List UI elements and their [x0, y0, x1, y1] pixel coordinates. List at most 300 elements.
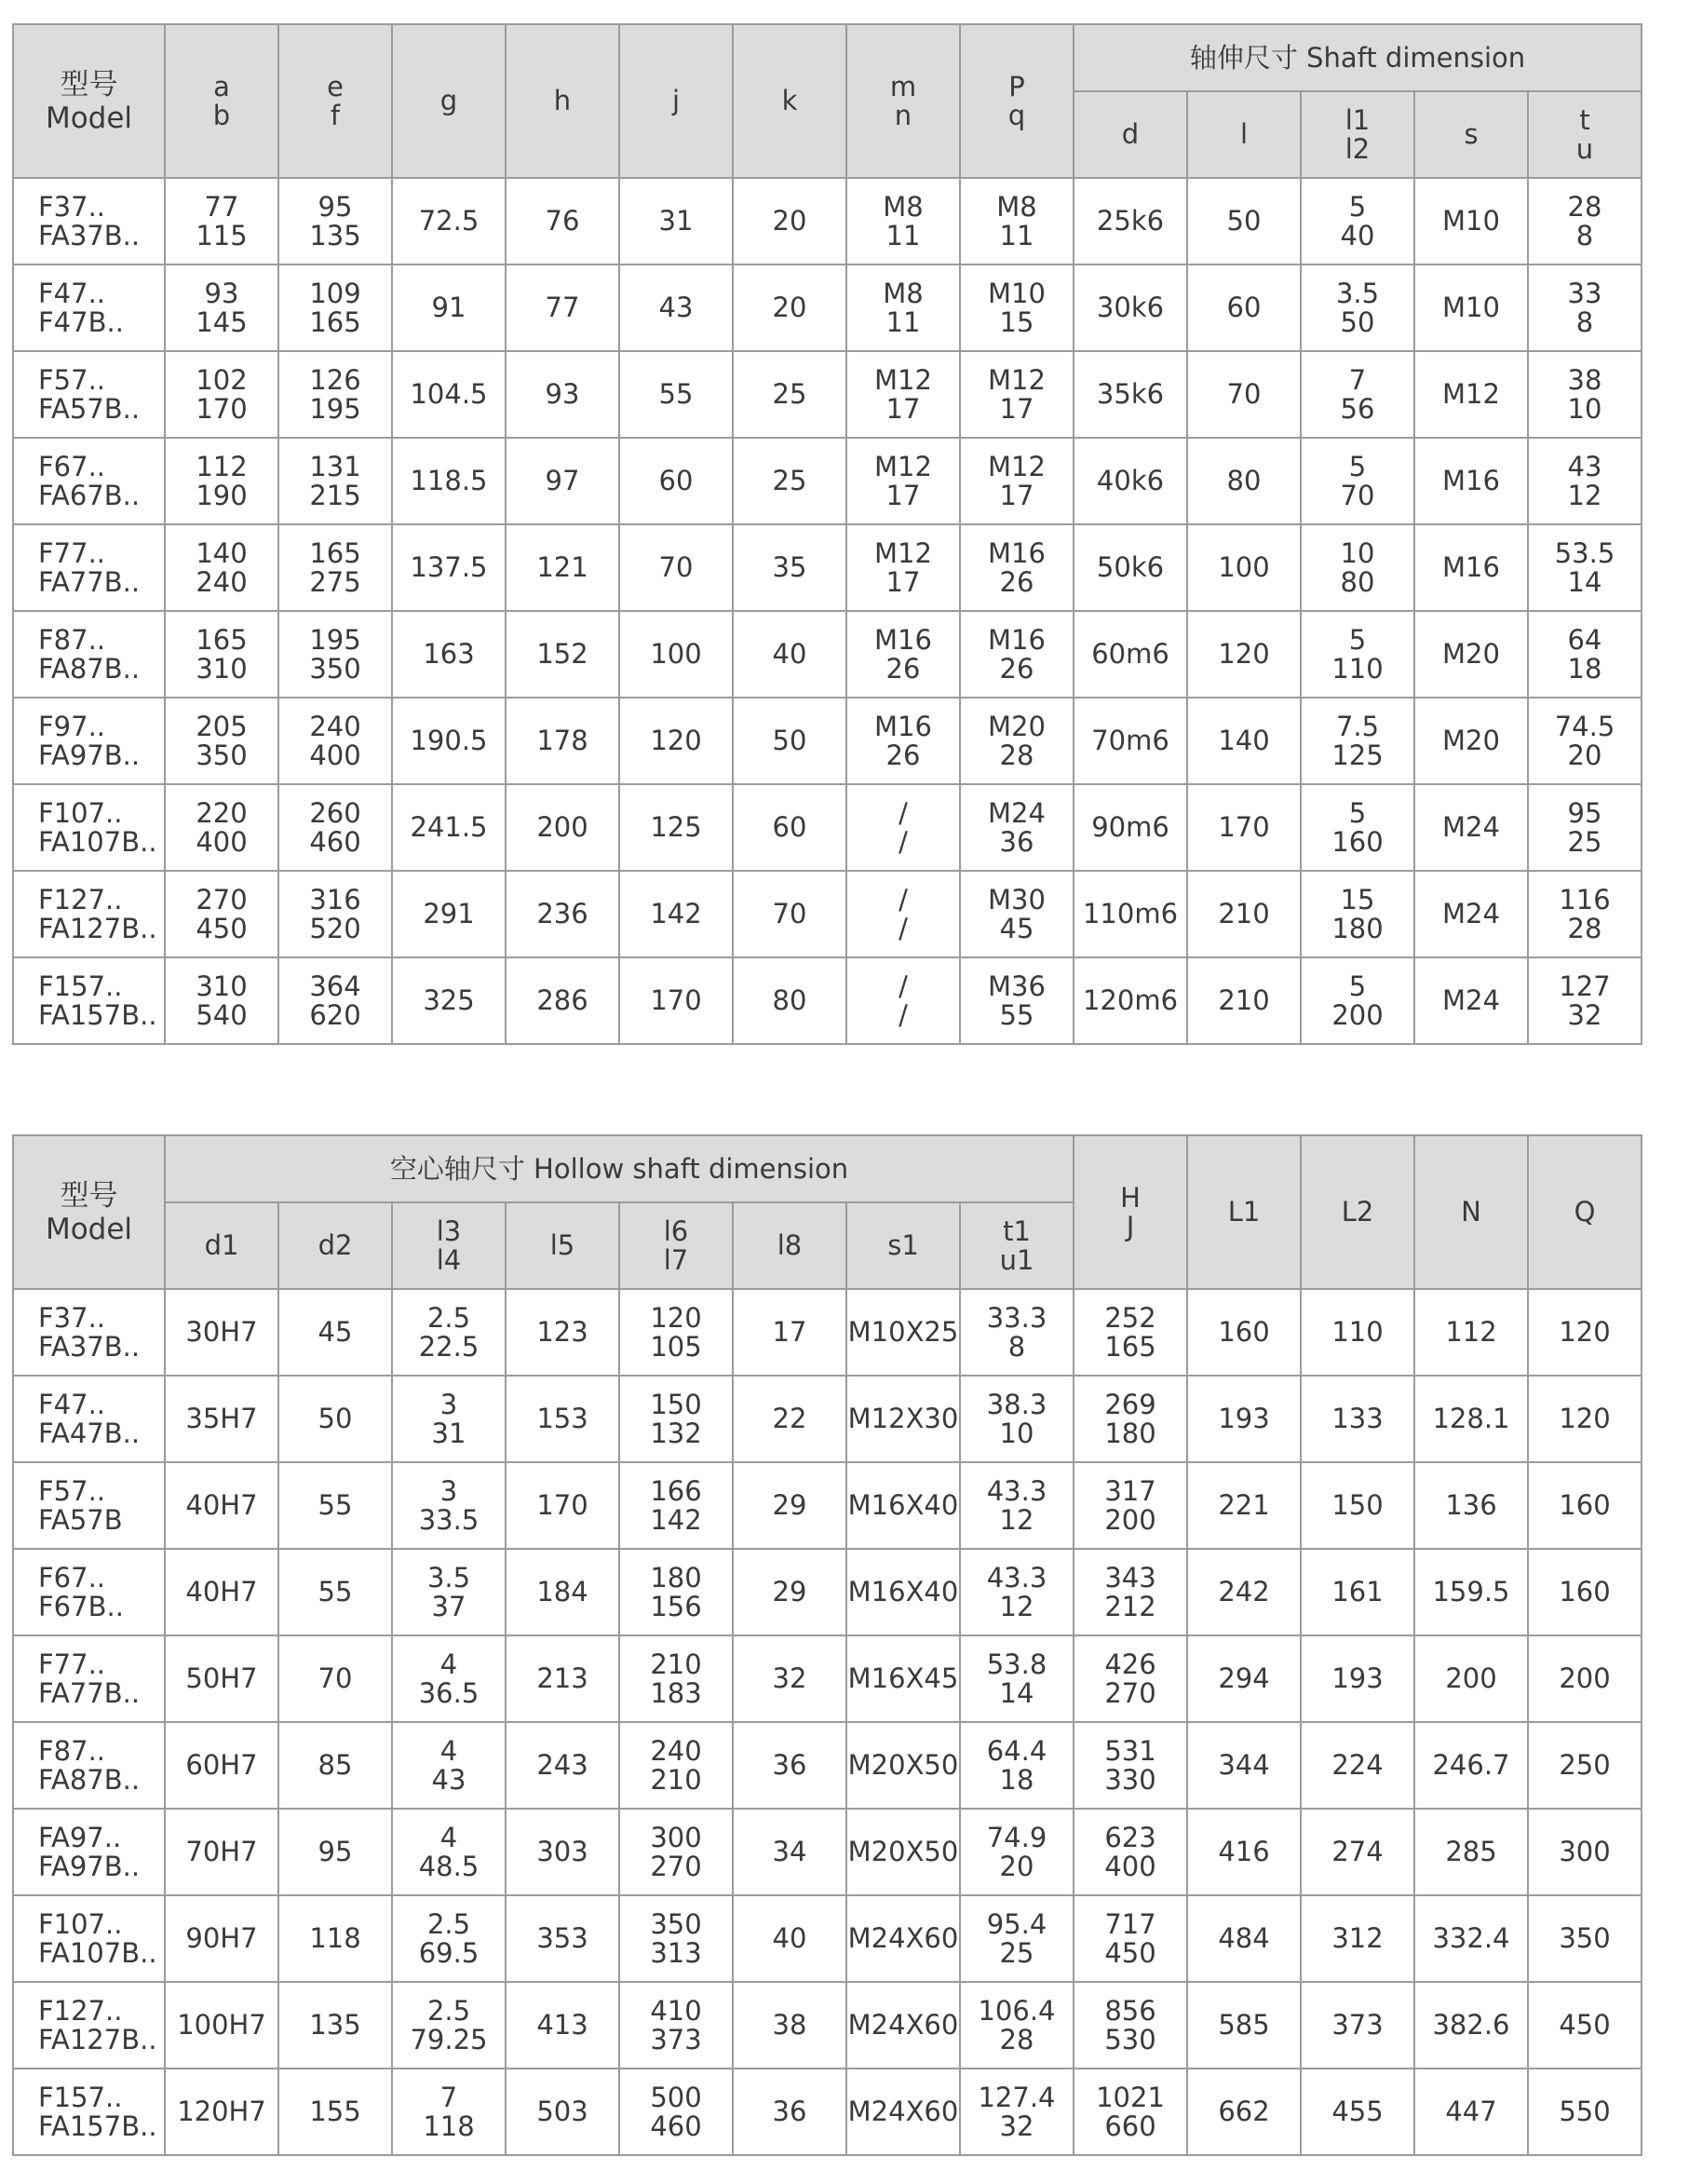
value-cell: 350 313 — [619, 1895, 733, 1982]
value-cell: 240 400 — [278, 698, 392, 784]
col-header-q: Q — [1528, 1135, 1642, 1289]
value-cell: 195 350 — [278, 611, 392, 698]
value-cell: 120 105 — [619, 1289, 733, 1376]
value-cell: 426 270 — [1074, 1635, 1187, 1722]
value-cell: 193 — [1301, 1635, 1414, 1722]
value-cell: 77 — [506, 265, 619, 351]
value-cell: 60 — [733, 784, 846, 871]
value-cell: 43.3 12 — [960, 1462, 1074, 1549]
table-row — [13, 1982, 1642, 2069]
value-cell: 50H7 — [165, 1635, 278, 1722]
value-cell: 170 — [506, 1462, 619, 1549]
value-cell: 85 — [278, 1722, 392, 1809]
value-cell: 155 — [278, 2069, 392, 2155]
table-row — [13, 265, 1642, 351]
value-cell: M24X60 — [846, 2069, 960, 2155]
value-cell: 178 — [506, 698, 619, 784]
value-cell: 291 — [392, 871, 506, 957]
model-cell: F157.. FA157B.. — [13, 2069, 165, 2155]
value-cell: M16X40 — [846, 1462, 960, 1549]
value-cell: 125 — [619, 784, 733, 871]
value-cell: 77 115 — [165, 178, 278, 265]
value-cell: M8 11 — [846, 178, 960, 265]
value-cell: 90m6 — [1074, 784, 1187, 871]
table-row — [13, 1462, 1642, 1549]
value-cell: 5 40 — [1301, 178, 1414, 265]
value-cell: 64.4 18 — [960, 1722, 1074, 1809]
value-cell: 17 — [733, 1289, 846, 1376]
value-cell: 7 56 — [1301, 351, 1414, 438]
value-cell: 2.5 22.5 — [392, 1289, 506, 1376]
value-cell: 170 — [1187, 784, 1301, 871]
model-cell: F87.. FA87B.. — [13, 1722, 165, 1809]
value-cell: 210 — [1187, 957, 1301, 1044]
value-cell: M12 17 — [960, 351, 1074, 438]
hollow-table-body — [13, 1289, 1642, 2155]
value-cell: 45 — [278, 1289, 392, 1376]
value-cell: 382.6 — [1414, 1982, 1528, 2069]
value-cell: 294 — [1187, 1635, 1301, 1722]
value-cell: 243 — [506, 1722, 619, 1809]
col-header-n: N — [1414, 1135, 1528, 1289]
value-cell: 25 — [733, 351, 846, 438]
value-cell: 20 — [733, 178, 846, 265]
value-cell: 35k6 — [1074, 351, 1187, 438]
value-cell: 500 460 — [619, 2069, 733, 2155]
value-cell: 109 165 — [278, 265, 392, 351]
value-cell: M16 26 — [960, 611, 1074, 698]
col-header-l: l — [1187, 91, 1301, 178]
model-cell: F157.. FA157B.. — [13, 957, 165, 1044]
table-row — [13, 698, 1642, 784]
model-cell: F37.. FA37B.. — [13, 1289, 165, 1376]
value-cell: 200 — [1414, 1635, 1528, 1722]
value-cell: 285 — [1414, 1809, 1528, 1895]
value-cell: 40 — [733, 611, 846, 698]
value-cell: 140 — [1187, 698, 1301, 784]
value-cell: 241.5 — [392, 784, 506, 871]
value-cell: 180 156 — [619, 1549, 733, 1635]
value-cell: 97 — [506, 438, 619, 524]
value-cell: 90H7 — [165, 1895, 278, 1982]
value-cell: 717 450 — [1074, 1895, 1187, 1982]
value-cell: 1021 660 — [1074, 2069, 1187, 2155]
value-cell: 43.3 12 — [960, 1549, 1074, 1635]
col-header-d2: d2 — [278, 1202, 392, 1289]
value-cell: 7.5 125 — [1301, 698, 1414, 784]
value-cell: 252 165 — [1074, 1289, 1187, 1376]
value-cell: M20 — [1414, 698, 1528, 784]
value-cell: M16 26 — [846, 698, 960, 784]
value-cell: M16 — [1414, 524, 1528, 611]
value-cell: 450 — [1528, 1982, 1642, 2069]
value-cell: 135 — [278, 1982, 392, 2069]
value-cell: 5 70 — [1301, 438, 1414, 524]
value-cell: 413 — [506, 1982, 619, 2069]
value-cell: 160 — [1528, 1549, 1642, 1635]
value-cell: 112 190 — [165, 438, 278, 524]
value-cell: 325 — [392, 957, 506, 1044]
value-cell: 300 — [1528, 1809, 1642, 1895]
value-cell: 170 — [619, 957, 733, 1044]
value-cell: 260 460 — [278, 784, 392, 871]
table-row — [13, 1549, 1642, 1635]
value-cell: 5 160 — [1301, 784, 1414, 871]
value-cell: M12X30 — [846, 1376, 960, 1462]
value-cell: 60 — [619, 438, 733, 524]
value-cell: 224 — [1301, 1722, 1414, 1809]
value-cell: 50 — [1187, 178, 1301, 265]
model-cell: F107.. FA107B.. — [13, 1895, 165, 1982]
table-row — [13, 438, 1642, 524]
col-header-d1: d1 — [165, 1202, 278, 1289]
shaft-table-body — [13, 178, 1642, 1044]
value-cell: M16 26 — [960, 524, 1074, 611]
value-cell: 33.3 8 — [960, 1289, 1074, 1376]
value-cell: 70 — [278, 1635, 392, 1722]
model-cell: F37.. FA37B.. — [13, 178, 165, 265]
table-row — [13, 178, 1642, 265]
value-cell: 2.5 79.25 — [392, 1982, 506, 2069]
value-cell: 2.5 69.5 — [392, 1895, 506, 1982]
hollow-shaft-group-header: 空心轴尺寸 Hollow shaft dimension — [165, 1135, 1074, 1202]
value-cell: 70 — [1187, 351, 1301, 438]
value-cell: 43 12 — [1528, 438, 1642, 524]
shaft-dimension-table — [12, 23, 1642, 1045]
col-header-m-n: m n — [846, 24, 960, 178]
value-cell: 32 — [733, 1635, 846, 1722]
value-cell: 585 — [1187, 1982, 1301, 2069]
value-cell: 4 36.5 — [392, 1635, 506, 1722]
value-cell: 95 — [278, 1809, 392, 1895]
value-cell: 221 — [1187, 1462, 1301, 1549]
col-header-l1-l2: l1 l2 — [1301, 91, 1414, 178]
value-cell: 74.5 20 — [1528, 698, 1642, 784]
value-cell: M20 28 — [960, 698, 1074, 784]
col-header-t-u: t u — [1528, 91, 1642, 178]
value-cell: 137.5 — [392, 524, 506, 611]
value-cell: 350 — [1528, 1895, 1642, 1982]
value-cell: 140 240 — [165, 524, 278, 611]
value-cell: 447 — [1414, 2069, 1528, 2155]
value-cell: M12 17 — [960, 438, 1074, 524]
value-cell: M16 26 — [846, 611, 960, 698]
value-cell: 80 — [733, 957, 846, 1044]
value-cell: 120 — [1528, 1376, 1642, 1462]
value-cell: 95 25 — [1528, 784, 1642, 871]
value-cell: 550 — [1528, 2069, 1642, 2155]
value-cell: 36 — [733, 2069, 846, 2155]
value-cell: M16 — [1414, 438, 1528, 524]
value-cell: 152 — [506, 611, 619, 698]
value-cell: M24X60 — [846, 1982, 960, 2069]
value-cell: 3 33.5 — [392, 1462, 506, 1549]
value-cell: M24X60 — [846, 1895, 960, 1982]
value-cell: 242 — [1187, 1549, 1301, 1635]
value-cell: 127 32 — [1528, 957, 1642, 1044]
col-header-h: h — [506, 24, 619, 178]
table-row — [13, 524, 1642, 611]
value-cell: 55 — [278, 1549, 392, 1635]
value-cell: 38 10 — [1528, 351, 1642, 438]
col-header-l1: L1 — [1187, 1135, 1301, 1289]
value-cell: 120 — [1528, 1289, 1642, 1376]
value-cell: 60 — [1187, 265, 1301, 351]
value-cell: 126 195 — [278, 351, 392, 438]
value-cell: 20 — [733, 265, 846, 351]
table-row — [13, 1289, 1642, 1376]
value-cell: 193 — [1187, 1376, 1301, 1462]
value-cell: 317 200 — [1074, 1462, 1187, 1549]
value-cell: 116 28 — [1528, 871, 1642, 957]
value-cell: 623 400 — [1074, 1809, 1187, 1895]
value-cell: 38.3 10 — [960, 1376, 1074, 1462]
value-cell: M20X50 — [846, 1809, 960, 1895]
value-cell: 120 — [1187, 611, 1301, 698]
value-cell: 353 — [506, 1895, 619, 1982]
value-cell: 220 400 — [165, 784, 278, 871]
value-cell: 240 210 — [619, 1722, 733, 1809]
col-header-l6-l7: l6 l7 — [619, 1202, 733, 1289]
value-cell: 110m6 — [1074, 871, 1187, 957]
model-cell: F77.. FA77B.. — [13, 524, 165, 611]
value-cell: 76 — [506, 178, 619, 265]
value-cell: 269 180 — [1074, 1376, 1187, 1462]
value-cell: M16X45 — [846, 1635, 960, 1722]
value-cell: 43 — [619, 265, 733, 351]
table-row — [13, 1722, 1642, 1809]
value-cell: 165 275 — [278, 524, 392, 611]
value-cell: 123 — [506, 1289, 619, 1376]
value-cell: 15 180 — [1301, 871, 1414, 957]
col-header-s: s — [1414, 91, 1528, 178]
value-cell: 70 — [733, 871, 846, 957]
value-cell: 5 200 — [1301, 957, 1414, 1044]
value-cell: 250 — [1528, 1722, 1642, 1809]
col-header-a-b: a b — [165, 24, 278, 178]
value-cell: 22 — [733, 1376, 846, 1462]
value-cell: 270 450 — [165, 871, 278, 957]
value-cell: 40H7 — [165, 1462, 278, 1549]
value-cell: M10 — [1414, 265, 1528, 351]
value-cell: / / — [846, 871, 960, 957]
model-cell: FA97.. FA97B.. — [13, 1809, 165, 1895]
value-cell: M10 — [1414, 178, 1528, 265]
value-cell: 153 — [506, 1376, 619, 1462]
value-cell: 110 — [1301, 1289, 1414, 1376]
value-cell: 40k6 — [1074, 438, 1187, 524]
value-cell: 102 170 — [165, 351, 278, 438]
col-header-l5: l5 — [506, 1202, 619, 1289]
value-cell: M8 11 — [846, 265, 960, 351]
value-cell: M24 36 — [960, 784, 1074, 871]
value-cell: 410 373 — [619, 1982, 733, 2069]
value-cell: 312 — [1301, 1895, 1414, 1982]
col-header-t1-u1: t1 u1 — [960, 1202, 1074, 1289]
value-cell: 80 — [1187, 438, 1301, 524]
value-cell: 531 330 — [1074, 1722, 1187, 1809]
value-cell: / / — [846, 784, 960, 871]
value-cell: 53.8 14 — [960, 1635, 1074, 1722]
value-cell: M24 — [1414, 871, 1528, 957]
value-cell: 200 — [506, 784, 619, 871]
value-cell: 70 — [619, 524, 733, 611]
value-cell: 184 — [506, 1549, 619, 1635]
value-cell: 29 — [733, 1462, 846, 1549]
table-row — [13, 2069, 1642, 2155]
value-cell: 55 — [278, 1462, 392, 1549]
value-cell: 118 — [278, 1895, 392, 1982]
table-row — [13, 957, 1642, 1044]
value-cell: 150 — [1301, 1462, 1414, 1549]
value-cell: 5 110 — [1301, 611, 1414, 698]
col-header-l2: L2 — [1301, 1135, 1414, 1289]
col-header-d: d — [1074, 91, 1187, 178]
value-cell: 286 — [506, 957, 619, 1044]
value-cell: 50 — [278, 1376, 392, 1462]
value-cell: 34 — [733, 1809, 846, 1895]
value-cell: 3.5 50 — [1301, 265, 1414, 351]
col-header-s1: s1 — [846, 1202, 960, 1289]
value-cell: 4 48.5 — [392, 1809, 506, 1895]
value-cell: 343 212 — [1074, 1549, 1187, 1635]
value-cell: 150 132 — [619, 1376, 733, 1462]
value-cell: M16X40 — [846, 1549, 960, 1635]
value-cell: 33 8 — [1528, 265, 1642, 351]
value-cell: 332.4 — [1414, 1895, 1528, 1982]
col-header-g: g — [392, 24, 506, 178]
value-cell: 93 — [506, 351, 619, 438]
value-cell: 210 183 — [619, 1635, 733, 1722]
value-cell: 142 — [619, 871, 733, 957]
value-cell: 4 43 — [392, 1722, 506, 1809]
value-cell: 120 — [619, 698, 733, 784]
col-header-j: j — [619, 24, 733, 178]
value-cell: 3 31 — [392, 1376, 506, 1462]
value-cell: 70m6 — [1074, 698, 1187, 784]
hollow-shaft-dimension-table — [12, 1134, 1642, 2156]
value-cell: 91 — [392, 265, 506, 351]
value-cell: M10 15 — [960, 265, 1074, 351]
value-cell: M30 45 — [960, 871, 1074, 957]
value-cell: 38 — [733, 1982, 846, 2069]
model-cell: F67.. FA67B.. — [13, 438, 165, 524]
value-cell: 316 520 — [278, 871, 392, 957]
value-cell: 28 8 — [1528, 178, 1642, 265]
table-row — [13, 1635, 1642, 1722]
value-cell: 133 — [1301, 1376, 1414, 1462]
value-cell: M12 17 — [846, 438, 960, 524]
value-cell: 35 — [733, 524, 846, 611]
table-row — [13, 1376, 1642, 1462]
value-cell: 503 — [506, 2069, 619, 2155]
value-cell: M12 — [1414, 351, 1528, 438]
value-cell: 373 — [1301, 1982, 1414, 2069]
table-row — [13, 871, 1642, 957]
value-cell: M20 — [1414, 611, 1528, 698]
col-header-h-j: H J — [1074, 1135, 1187, 1289]
value-cell: M12 17 — [846, 524, 960, 611]
value-cell: 100 — [619, 611, 733, 698]
value-cell: 95 135 — [278, 178, 392, 265]
value-cell: 160 — [1187, 1289, 1301, 1376]
value-cell: 40H7 — [165, 1549, 278, 1635]
model-cell: F47.. F47B.. — [13, 265, 165, 351]
value-cell: 128.1 — [1414, 1376, 1528, 1462]
value-cell: 25k6 — [1074, 178, 1187, 265]
value-cell: 64 18 — [1528, 611, 1642, 698]
value-cell: 163 — [392, 611, 506, 698]
model-cell: F57.. FA57B.. — [13, 351, 165, 438]
value-cell: 662 — [1187, 2069, 1301, 2155]
value-cell: 36 — [733, 1722, 846, 1809]
value-cell: 72.5 — [392, 178, 506, 265]
value-cell: / / — [846, 957, 960, 1044]
value-cell: 3.5 37 — [392, 1549, 506, 1635]
value-cell: 50k6 — [1074, 524, 1187, 611]
value-cell: 274 — [1301, 1809, 1414, 1895]
model-header: 型号 Model — [13, 24, 165, 178]
table-row — [13, 784, 1642, 871]
value-cell: 210 — [1187, 871, 1301, 957]
value-cell: 200 — [1528, 1635, 1642, 1722]
value-cell: 106.4 28 — [960, 1982, 1074, 2069]
model-cell: F97.. FA97B.. — [13, 698, 165, 784]
value-cell: 55 — [619, 351, 733, 438]
value-cell: 53.5 14 — [1528, 524, 1642, 611]
value-cell: 7 118 — [392, 2069, 506, 2155]
value-cell: 246.7 — [1414, 1722, 1528, 1809]
value-cell: 100 — [1187, 524, 1301, 611]
value-cell: 120H7 — [165, 2069, 278, 2155]
value-cell: M12 17 — [846, 351, 960, 438]
model-cell: F87.. FA87B.. — [13, 611, 165, 698]
value-cell: 35H7 — [165, 1376, 278, 1462]
col-header-l3-l4: l3 l4 — [392, 1202, 506, 1289]
value-cell: M10X25 — [846, 1289, 960, 1376]
value-cell: 303 — [506, 1809, 619, 1895]
value-cell: 118.5 — [392, 438, 506, 524]
value-cell: 455 — [1301, 2069, 1414, 2155]
value-cell: M36 55 — [960, 957, 1074, 1044]
value-cell: 190.5 — [392, 698, 506, 784]
value-cell: 127.4 32 — [960, 2069, 1074, 2155]
value-cell: 161 — [1301, 1549, 1414, 1635]
value-cell: 29 — [733, 1549, 846, 1635]
model-cell: F127.. FA127B.. — [13, 871, 165, 957]
value-cell: 93 145 — [165, 265, 278, 351]
value-cell: 160 — [1528, 1462, 1642, 1549]
col-header-e-f: e f — [278, 24, 392, 178]
value-cell: 364 620 — [278, 957, 392, 1044]
value-cell: M24 — [1414, 957, 1528, 1044]
value-cell: 856 530 — [1074, 1982, 1187, 2069]
value-cell: 31 — [619, 178, 733, 265]
value-cell: 416 — [1187, 1809, 1301, 1895]
table-row — [13, 1895, 1642, 1982]
value-cell: 300 270 — [619, 1809, 733, 1895]
col-header-k: k — [733, 24, 846, 178]
value-cell: M8 11 — [960, 178, 1074, 265]
model-cell: F67.. F67B.. — [13, 1549, 165, 1635]
value-cell: 25 — [733, 438, 846, 524]
model-header: 型号 Model — [13, 1135, 165, 1289]
value-cell: 30H7 — [165, 1289, 278, 1376]
value-cell: 484 — [1187, 1895, 1301, 1982]
value-cell: 100H7 — [165, 1982, 278, 2069]
value-cell: 70H7 — [165, 1809, 278, 1895]
value-cell: 60H7 — [165, 1722, 278, 1809]
